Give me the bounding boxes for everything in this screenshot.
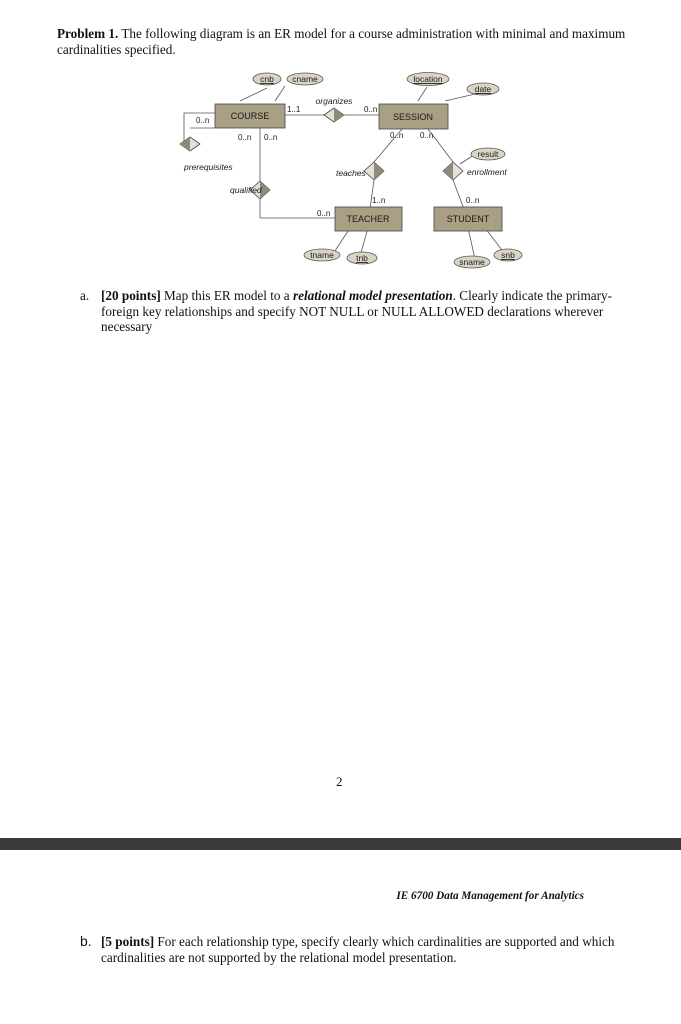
problem-text: The following diagram is an ER model for a course administration with minimal and maximum cardinalities specified. [57, 26, 626, 57]
svg-text:tnb: tnb [356, 253, 368, 263]
entity-session [379, 104, 448, 129]
attribute-tnb [347, 252, 377, 264]
svg-text:COURSE: COURSE [230, 111, 270, 121]
relationship-enrollment [443, 162, 507, 180]
question-a-points: [20 points] [101, 288, 161, 303]
svg-text:snb: snb [501, 250, 515, 260]
course-header: IE 6700 Data Management for Analytics [396, 890, 584, 902]
relationship-qualified [230, 181, 270, 199]
question-a-emphasis: relational model presentation [292, 288, 453, 303]
svg-text:location: location [413, 74, 443, 84]
svg-text:enrollment: enrollment [467, 167, 507, 177]
svg-text:result: result [477, 149, 499, 159]
entity-student [434, 207, 502, 231]
card-teacher-teaches: 1..n [372, 196, 386, 205]
card-course-bottom-left: 0..n [238, 133, 252, 142]
attribute-cname [287, 73, 323, 85]
question-a-label: a. [80, 288, 90, 303]
question-b-text: For each relationship type, specify clearly which cardinalities are supported and which cardinalities are not supported by the relational model presentation. [101, 934, 615, 965]
card-session-teaches: 0..n [390, 131, 404, 140]
svg-text:tname: tname [310, 250, 334, 260]
svg-text:SESSION: SESSION [392, 112, 434, 122]
attribute-tname [304, 249, 340, 261]
svg-text:cname: cname [292, 74, 318, 84]
svg-text:date: date [474, 84, 492, 94]
svg-text:sname: sname [459, 257, 485, 267]
problem-label: Problem 1. [57, 26, 119, 41]
page-divider [0, 838, 681, 850]
question-b-label: b. [80, 933, 92, 949]
svg-text:cnb: cnb [260, 74, 274, 84]
card-course-organizes: 1..1 [287, 105, 301, 114]
svg-text:teaches: teaches [336, 168, 366, 178]
card-course-prereq: 0..n [196, 116, 210, 125]
entity-teacher [335, 207, 402, 231]
question-a-text-after: . Clearly indicate the primary-foreign key relationships and specify NOT NULL or NULL ALLOWED declarations wherever necessary [101, 288, 612, 335]
attribute-location [407, 73, 449, 86]
question-b-points: [5 points] [101, 934, 155, 949]
svg-text:prerequisites: prerequisites [184, 162, 233, 172]
card-teacher-qualified: 0..n [317, 209, 331, 218]
attribute-sname [454, 256, 490, 268]
relationship-teaches [336, 162, 384, 180]
svg-text:TEACHER: TEACHER [346, 214, 390, 224]
page-number: 2 [336, 774, 343, 789]
question-a-text-before: Map this ER model to a [160, 288, 293, 303]
attribute-cnb [253, 73, 281, 85]
relationship-prerequisites [180, 137, 233, 172]
card-course-bottom-right: 0..n [264, 133, 278, 142]
attribute-date [467, 83, 499, 95]
svg-text:organizes: organizes [315, 96, 353, 106]
question-a [80, 288, 640, 335]
attribute-result [471, 148, 505, 160]
entity-course [215, 104, 285, 128]
problem-statement [57, 26, 657, 58]
svg-text:STUDENT: STUDENT [446, 214, 490, 224]
svg-text:qualified: qualified [230, 185, 262, 195]
question-b [80, 934, 650, 965]
card-session-enrollment: 0..n [420, 131, 434, 140]
card-session-organizes: 0..n [364, 105, 378, 114]
er-diagram [170, 66, 515, 276]
relationship-organizes [316, 96, 354, 122]
attribute-snb [494, 249, 522, 261]
card-student-enrollment: 0..n [466, 196, 480, 205]
